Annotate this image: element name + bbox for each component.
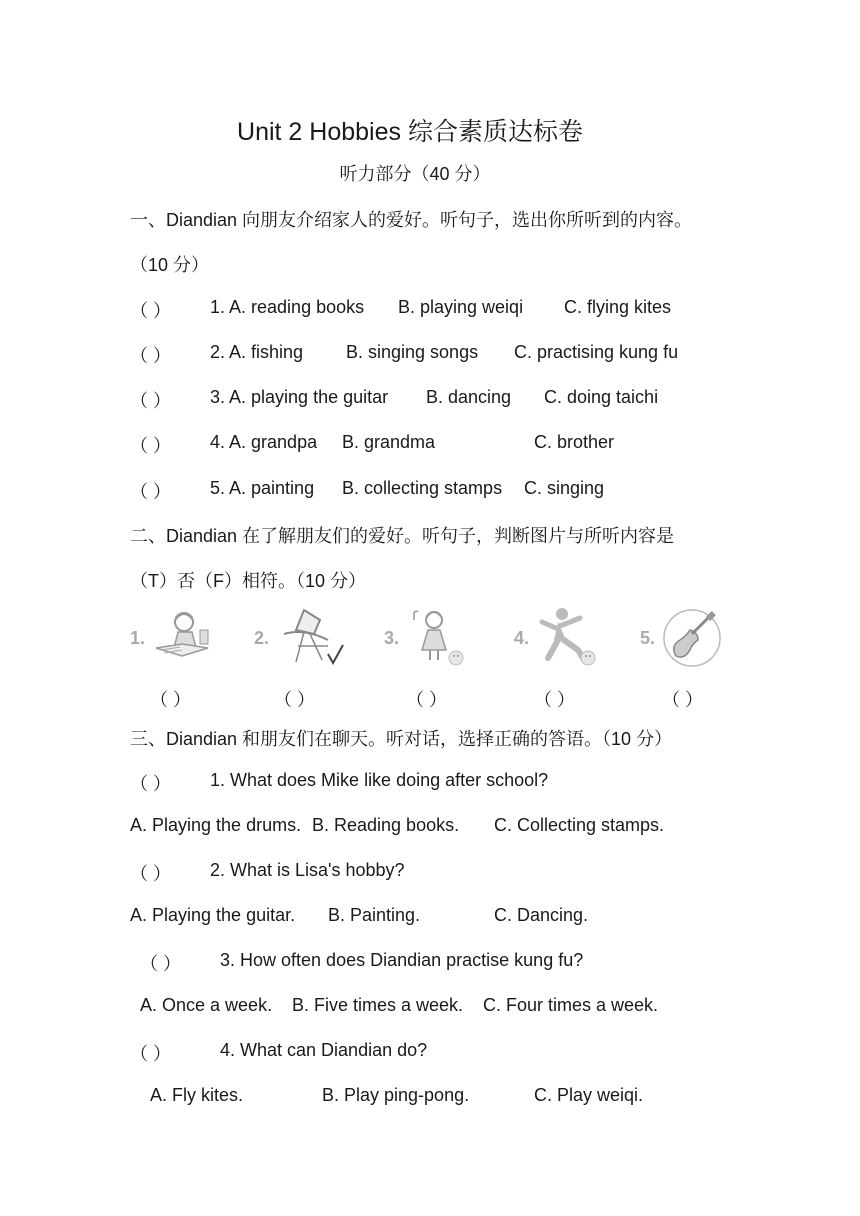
picture-number: 3. — [384, 628, 400, 648]
answer-blank[interactable]: （ ） — [130, 482, 172, 502]
option-c: C. doing taichi — [544, 387, 659, 407]
answer-blank[interactable]: （ ） — [662, 690, 704, 710]
answer-blank[interactable]: （ ） — [274, 690, 316, 710]
picture-5 — [640, 606, 740, 676]
question-row — [130, 478, 605, 504]
answer-blank[interactable]: （ ） — [130, 436, 172, 456]
kite-icon — [274, 606, 346, 670]
answer-blank[interactable]: （ ） — [534, 690, 576, 710]
picture-number: 1. — [130, 628, 146, 648]
option-c: C. singing — [524, 478, 605, 498]
answer-blank[interactable]: （ ） — [406, 690, 448, 710]
question-row — [130, 297, 672, 323]
girl-reading-icon — [150, 606, 212, 668]
question-row — [130, 860, 405, 886]
question-text: 1. What does Mike like doing after school? — [210, 770, 549, 790]
question-text: 3. How often does Diandian practise kung fu? — [220, 950, 584, 970]
option-c: C. Dancing. — [494, 905, 589, 925]
option-b: B. Five times a week. — [292, 995, 464, 1015]
answer-blank[interactable]: （ ） — [130, 1044, 172, 1064]
option-c: C. Four times a week. — [483, 995, 659, 1015]
question-row — [140, 950, 584, 976]
option-b: B. collecting stamps — [342, 478, 503, 498]
option-c: C. Collecting stamps. — [494, 815, 665, 835]
question-text: 2. What is Lisa's hobby? — [210, 860, 405, 880]
option-a: 1. A. reading books — [210, 297, 365, 317]
section1-heading: 一、Diandian 向朋友介绍家人的爱好。听句子，选出你所听到的内容。 — [130, 210, 693, 230]
picture-row — [130, 606, 730, 676]
option-c: C. Play weiqi. — [534, 1085, 644, 1105]
option-b: B. Painting. — [328, 905, 421, 925]
page-title: Unit 2 Hobbies 综合素质达标卷 — [237, 118, 583, 146]
picture-number: 4. — [514, 628, 530, 648]
answer-blank[interactable]: （ ） — [130, 864, 172, 884]
picture-number: 5. — [640, 628, 656, 648]
question-row — [130, 432, 615, 458]
answer-blank[interactable]: （ ） — [130, 346, 172, 366]
question-row — [130, 342, 679, 368]
option-a: A. Once a week. — [140, 995, 273, 1015]
answer-blank[interactable]: （ ） — [130, 301, 172, 321]
answer-blank[interactable]: （ ） — [140, 954, 182, 974]
question-text: 4. What can Diandian do? — [220, 1040, 428, 1060]
option-a: 5. A. painting — [210, 478, 315, 498]
option-b: B. Reading books. — [312, 815, 460, 835]
section3-heading: 三、Diandian 和朋友们在聊天。听对话，选择正确的答语。（10 分） — [130, 729, 673, 749]
kung-fu-icon — [534, 606, 598, 670]
option-b: B. grandma — [342, 432, 436, 452]
option-a: 4. A. grandpa — [210, 432, 318, 452]
section2-heading: 二、Diandian 在了解朋友们的爱好。听句子，判断图片与所听内容是 — [130, 526, 675, 546]
girl-singing-icon — [404, 606, 468, 670]
picture-number: 2. — [254, 628, 270, 648]
option-b: B. playing weiqi — [398, 297, 524, 317]
option-a: A. Playing the drums. — [130, 815, 302, 835]
section1-score: （10 分） — [130, 255, 210, 275]
answer-blank[interactable]: （ ） — [130, 774, 172, 794]
picture-1 — [130, 606, 230, 676]
option-c: C. practising kung fu — [514, 342, 679, 362]
option-a: 3. A. playing the guitar — [210, 387, 389, 407]
question-row — [130, 770, 549, 796]
section2-heading-2: （T）否（F）相符。（10 分） — [130, 571, 367, 591]
section-subtitle: 听力部分（40 分） — [339, 164, 491, 184]
option-c: C. brother — [534, 432, 615, 452]
picture-4 — [514, 606, 614, 676]
question-row — [130, 1040, 428, 1066]
option-b: B. Play ping-pong. — [322, 1085, 470, 1105]
option-c: C. flying kites — [564, 297, 672, 317]
option-a: A. Playing the guitar. — [130, 905, 296, 925]
question-row — [130, 387, 659, 413]
picture-2 — [254, 606, 354, 676]
option-b: B. dancing — [426, 387, 512, 407]
option-a: A. Fly kites. — [150, 1085, 244, 1105]
answer-blank[interactable]: （ ） — [150, 690, 192, 710]
picture-3 — [384, 606, 484, 676]
guitar-icon — [660, 606, 724, 670]
answer-blank[interactable]: （ ） — [130, 391, 172, 411]
option-b: B. singing songs — [346, 342, 479, 362]
option-a: 2. A. fishing — [210, 342, 304, 362]
